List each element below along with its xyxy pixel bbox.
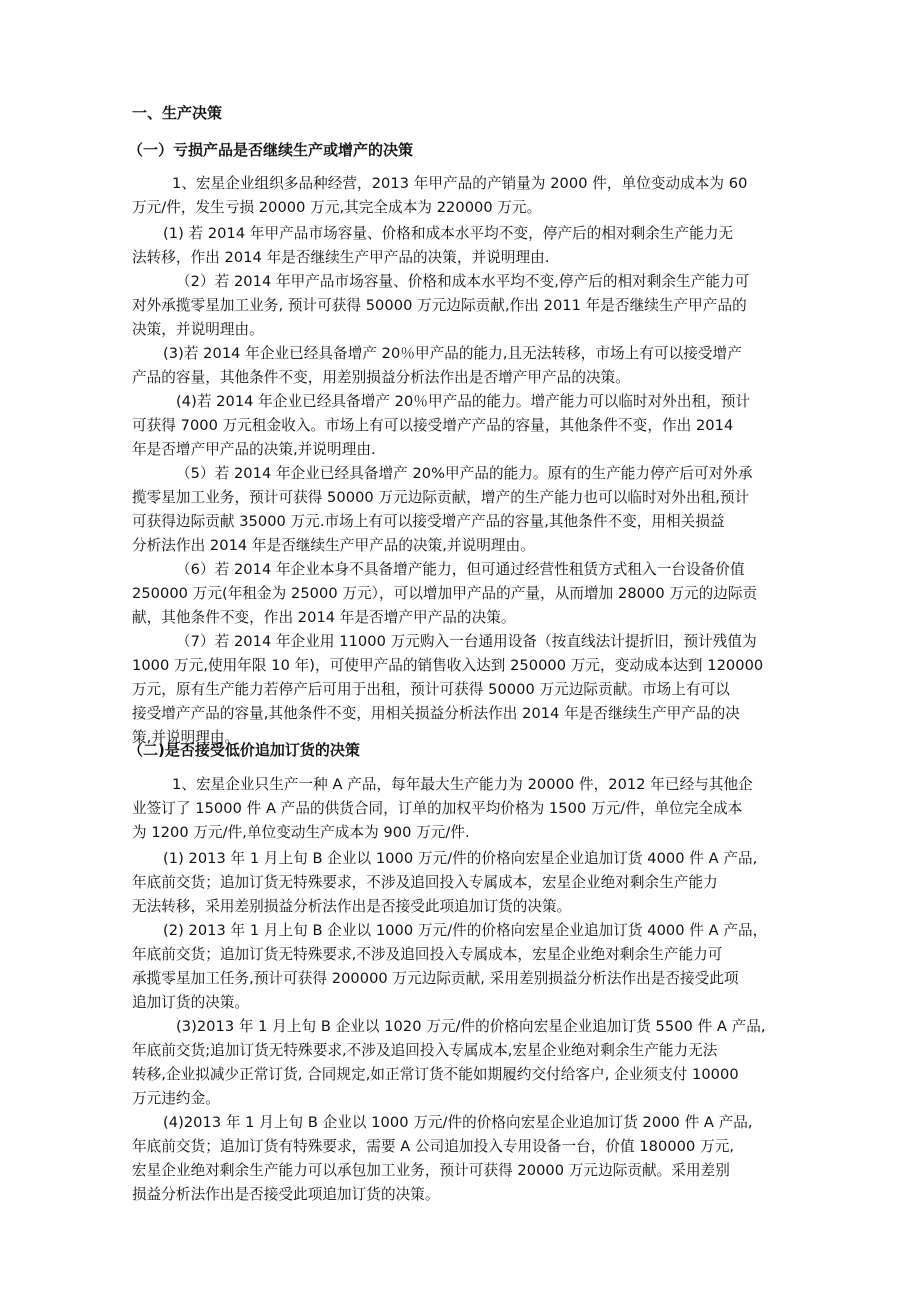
paragraph-line: 损益分析法作出是否接受此项追加订货的决策。: [132, 1186, 440, 1203]
paragraph-line: (2) 2013 年 1 月上旬 B 企业以 1000 万元/件的价格向宏星企业追加订货 4000 件 A 产品，: [163, 922, 768, 939]
paragraph-line: 转移,企业拟减少正常订货, 合同规定,如正常订货不能如期履约交付给客户, 企业须支付 10000: [132, 1066, 739, 1083]
paragraph-line: 1、宏星企业组织多品种经营，2013 年甲产品的产销量为 2000 件，单位变动成本为 60: [172, 175, 748, 192]
paragraph-line: （5）若 2014 年企业已经具备增产 20%甲产品的能力。原有的生产能力停产后可对外承: [176, 465, 753, 482]
paragraph-line: 追加订货的决策。: [132, 994, 250, 1011]
paragraph-line: 年是否增产甲产品的决策,并说明理由.: [132, 441, 376, 458]
paragraph-line: （7）若 2014 年企业用 11000 万元购入一台通用设备（按直线法计提折旧，预计残值为: [176, 633, 757, 650]
paragraph-line: (4)若 2014 年企业已经具备增产 20％甲产品的能力。增产能力可以临时对外出租，预计: [176, 393, 751, 410]
paragraph-line: 为 1200 万元/件,单位变动生产成本为 900 万元/件.: [132, 824, 470, 841]
paragraph-line: (4)2013 年 1 月上旬 B 企业以 1000 万元/件的价格向宏星企业追加订货 2000 件 A 产品,: [163, 1114, 753, 1131]
paragraph-line: 万元，原有生产能力若停产后可用于出租，预计可获得 50000 万元边际贡献。市场上有可以: [132, 681, 730, 698]
paragraph-line: (3)2013 年 1 月上旬 B 企业以 1020 万元/件的价格向宏星企业追加订货 5500 件 A 产品,: [176, 1018, 766, 1035]
paragraph-line: 1、宏星企业只生产一种 A 产品，每年最大生产能力为 20000 件，2012 年已经与其他企: [172, 776, 753, 793]
paragraph-line: 年底前交货；追加订货无特殊要求,不涉及追回投入专属成本，宏星企业绝对剩余生产能力可: [132, 946, 723, 963]
subsection-heading-1: （一）亏损产品是否继续生产或增产的决策: [128, 141, 414, 159]
paragraph-line: 产品的容量，其他条件不变，用差别损益分析法作出是否增产甲产品的决策。: [132, 369, 630, 386]
paragraph-line: 献，其他条件不变，作出 2014 年是否增产甲产品的决策。: [132, 609, 516, 626]
paragraph-line: 可获得边际贡献 35000 万元.市场上有可以接受增产产品的容量,其他条件不变，用相关损益: [132, 513, 725, 530]
paragraph-line: 分析法作出 2014 年是否继续生产甲产品的决策,并说明理由。: [132, 537, 535, 554]
paragraph-line: 揽零星加工业务，预计可获得 50000 万元边际贡献，增产的生产能力也可以临时对外出租,预计: [132, 489, 750, 506]
paragraph-line: 宏星企业绝对剩余生产能力可以承包加工业务，预计可获得 20000 万元边际贡献。采用差别: [132, 1162, 730, 1179]
paragraph-line: 万元违约金。: [132, 1090, 220, 1107]
paragraph-line: 法转移，作出 2014 年是否继续生产甲产品的决策，并说明理由.: [132, 249, 550, 266]
paragraph-line: 年底前交货；追加订货有特殊要求，需要 A 公司追加投入专用设备一台，价值 180000 万元,: [132, 1138, 735, 1155]
paragraph-line: （6）若 2014 年企业本身不具备增产能力，但可通过经营性租赁方式租入一台设备价值: [176, 561, 745, 578]
paragraph-line: (1) 2013 年 1 月上旬 B 企业以 1000 万元/件的价格向宏星企业追加订货 4000 件 A 产品,: [163, 850, 758, 867]
paragraph-line: 可获得 7000 万元租金收入。市场上有可以接受增产产品的容量，其他条件不变，作出 2014: [132, 417, 734, 434]
paragraph-line: (3)若 2014 年企业已经具备增产 20％甲产品的能力,且无法转移，市场上有可以接受增产: [163, 345, 742, 362]
paragraph-line: 决策，并说明理由。: [132, 321, 264, 338]
paragraph-line: 策,并说明理由。: [132, 729, 240, 746]
paragraph-line: 承揽零星加工任务,预计可获得 200000 万元边际贡献, 采用差别损益分析法作出是否接受此项: [132, 970, 739, 987]
paragraph-line: 万元/件，发生亏损 20000 万元,其完全成本为 220000 万元。: [132, 199, 542, 216]
paragraph-line: 对外承揽零星加工业务, 预计可获得 50000 万元边际贡献,作出 2011 年是否继续生产甲产品的: [132, 297, 747, 314]
section-heading: 一、生产决策: [132, 104, 223, 122]
paragraph-line: 接受增产产品的容量,其他条件不变，用相关损益分析法作出 2014 年是否继续生产甲产品的决: [132, 705, 740, 722]
paragraph-line: 250000 万元(年租金为 25000 万元），可以增加甲产品的产量，从而增加 28000 万元的边际贡: [132, 585, 758, 602]
paragraph-line: (1) 若 2014 年甲产品市场容量、价格和成本水平均不变，停产后的相对剩余生产能力无: [163, 225, 734, 242]
paragraph-line: 业签订了 15000 件 A 产品的供货合同，订单的加权平均价格为 1500 万元/件，单位完全成本: [132, 800, 743, 817]
paragraph-line: 无法转移，采用差别损益分析法作出是否接受此项追加订货的决策。: [132, 898, 572, 915]
paragraph-line: 年底前交货;追加订货无特殊要求,不涉及追回投入专属成本,宏星企业绝对剩余生产能力无法: [132, 1042, 718, 1059]
paragraph-line: （2）若 2014 年甲产品市场容量、价格和成本水平均不变,停产后的相对剩余生产能力可: [176, 273, 750, 290]
subsection-heading-2: （二)是否接受低价追加订货的决策: [128, 741, 360, 759]
paragraph-line: 1000 万元,使用年限 10 年)，可使甲产品的销售收入达到 250000 万元，变动成本达到 120000: [132, 657, 764, 674]
paragraph-line: 年底前交货；追加订货无特殊要求，不涉及追回投入专属成本，宏星企业绝对剩余生产能力: [132, 874, 718, 891]
